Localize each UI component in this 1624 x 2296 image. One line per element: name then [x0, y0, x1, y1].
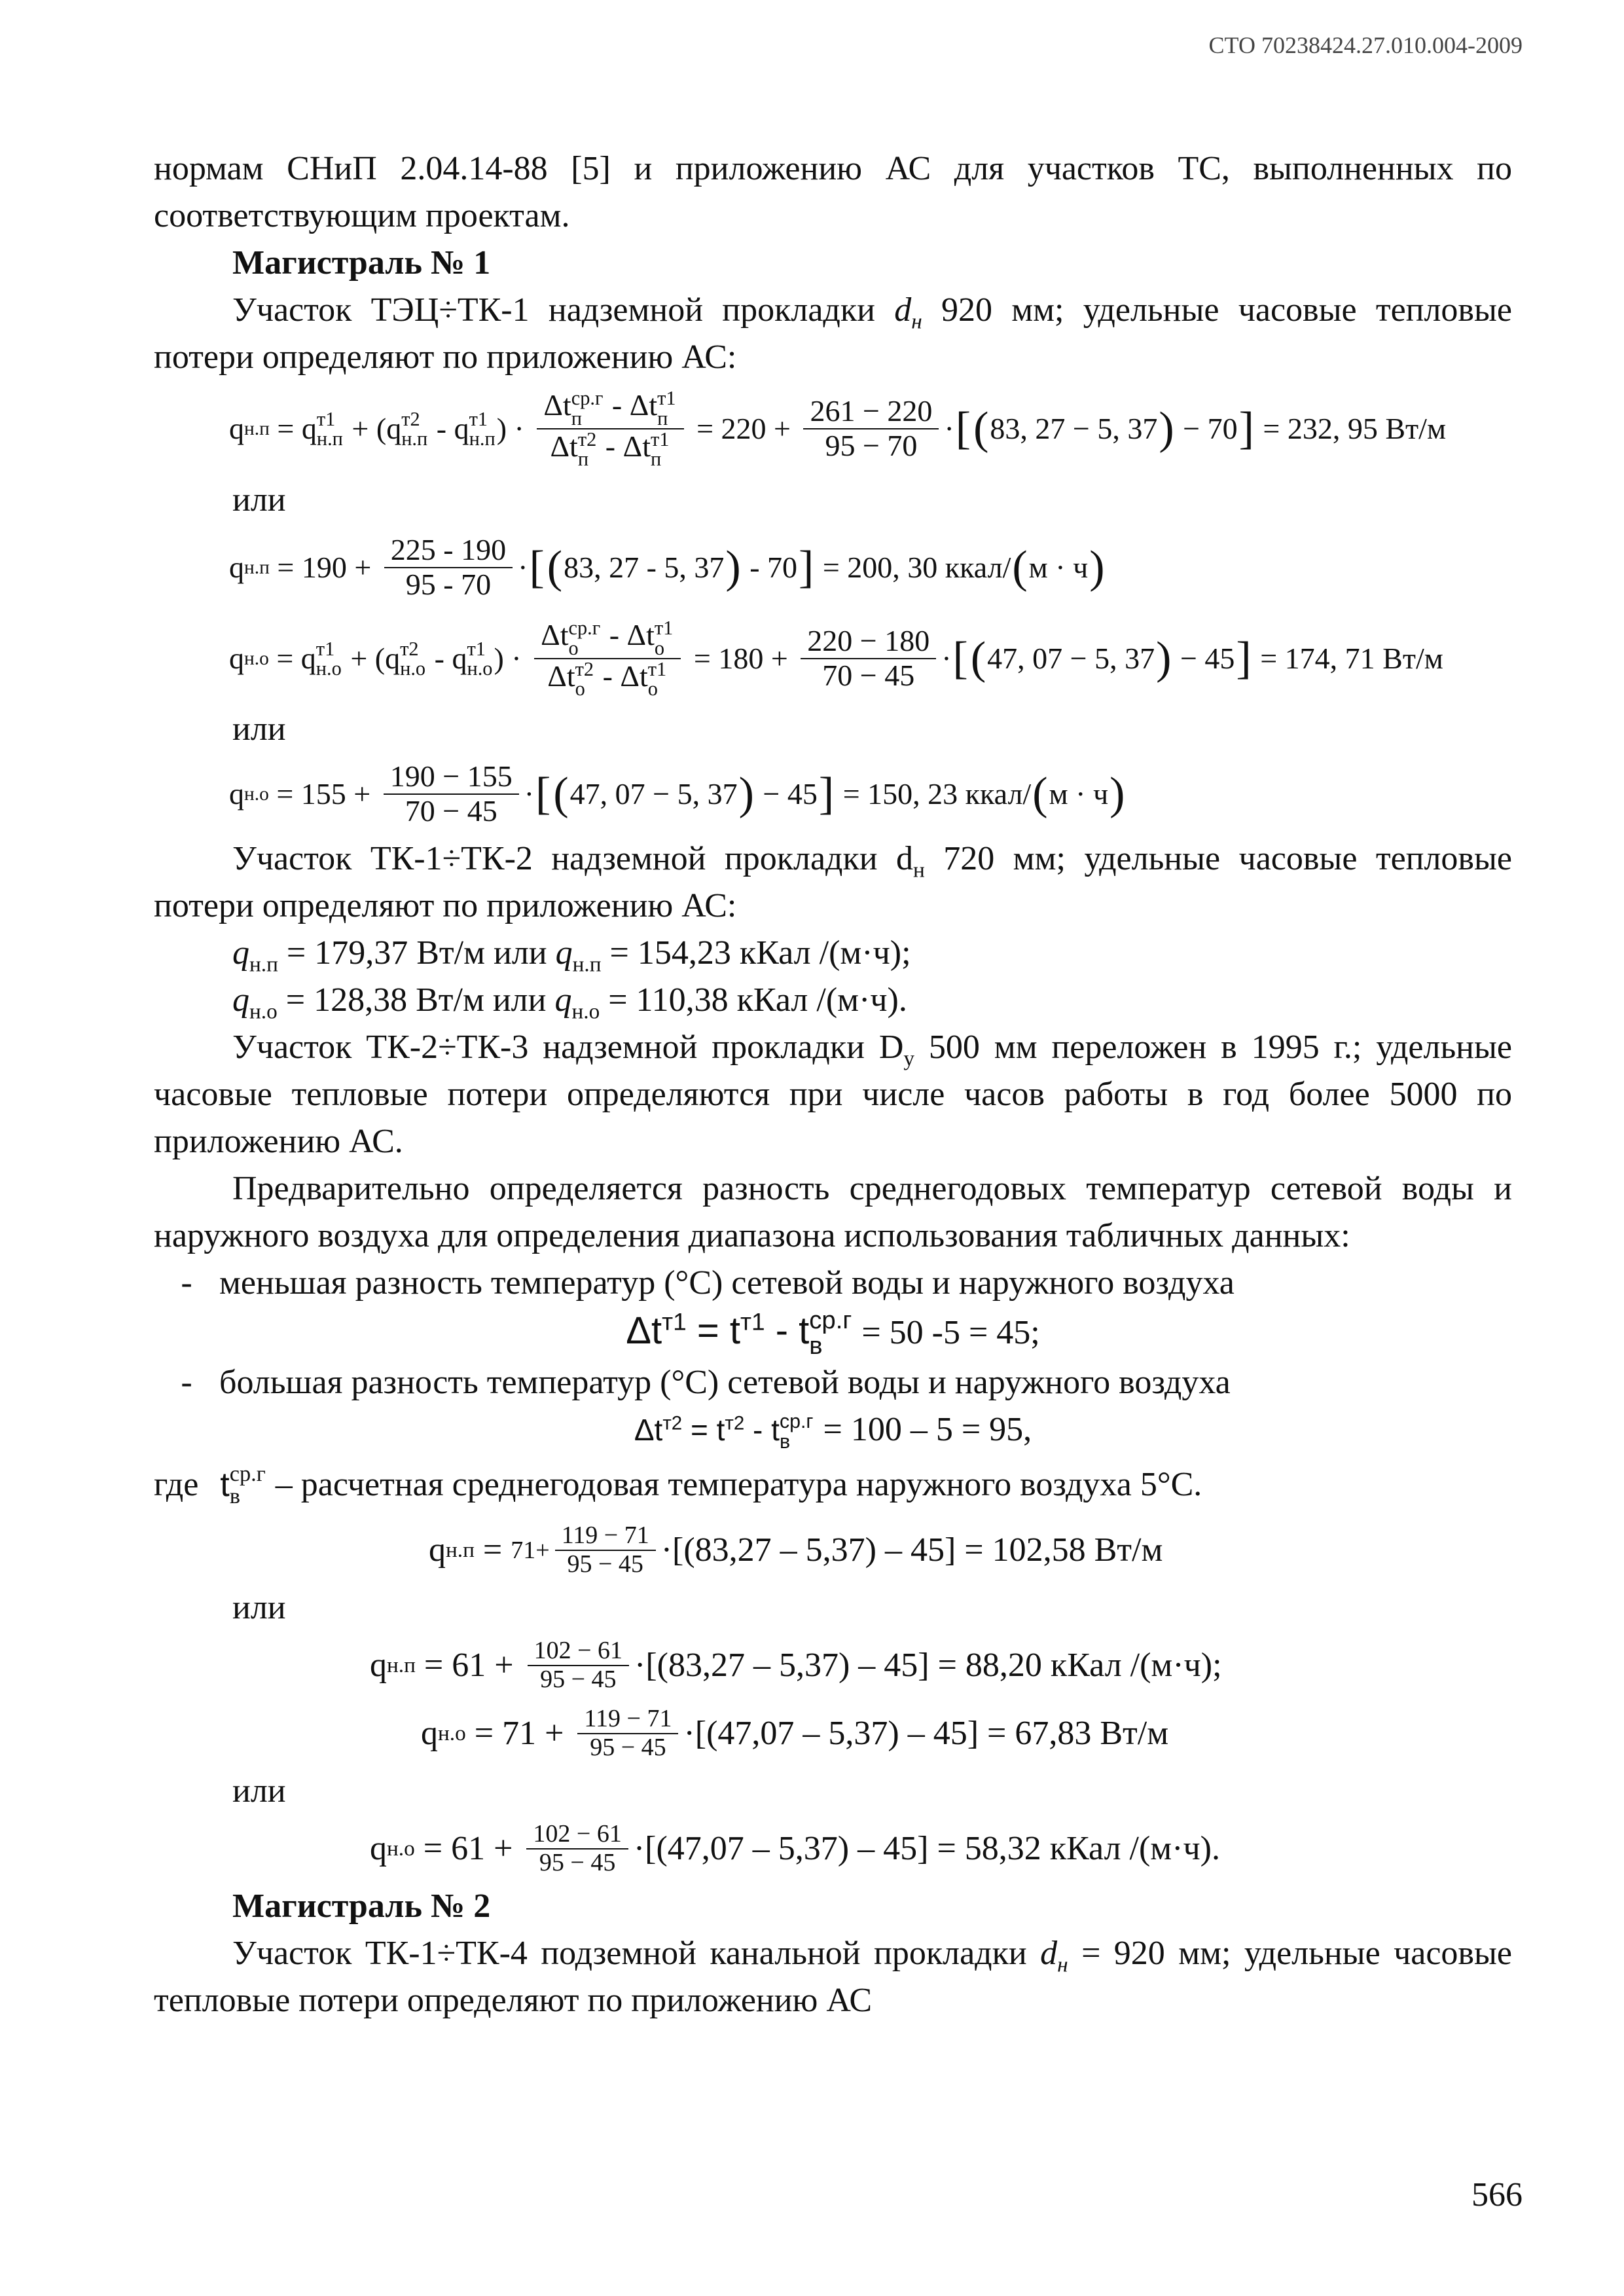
list-item: - большая разность температур (°С) сетевой воды и наружного воздуха [181, 1364, 1231, 1401]
formula-qnp-kcal: q н.п = 190 + $\frac{225 - 190}{95 - 70}$ · [ ( 83, 27 - 5, 37 ) - 70 ] = 200, 30 ккал/ ( м · ч ) [229, 533, 1105, 601]
value-qnp: $q_{н.п} = 179,37$ Вт/м или $q_{н.п} = 154,23$ кКал /(м·ч); [232, 934, 911, 977]
formula-qnp-result-w: q н.п = 71+ $\frac{119 - 71}{95 - 45}$ ·[(83,27 – 5,37) – 45] = 102,58 Вт/м [429, 1522, 1163, 1578]
paragraph-segment-tec-tk1: Участок ТЭЦ÷ТК-1 надземной прокладки $d_н$ 920 мм; удельные часовые тепловые потери определяют по приложению АС: [154, 291, 1512, 376]
definition-t-avg: где t ср.г в – расчетная среднегодовая температура наружного воздуха 5°С. [154, 1461, 1202, 1508]
formula-qno-result-w: q н.о = 71 + $\frac{119 - 71}{95 - 45}$ ·[(47,07 – 5,37) – 45] = 67,83 Вт/м [421, 1705, 1169, 1761]
paragraph-segment-tk2-tk3: Участок ТК-2÷ТК-3 надземной прокладки $D_у$ 500 мм переложен в 1995 г.; удельные часовые тепловые потери определяются при числе часов работы в год более 5000 по приложению АС. [154, 1029, 1513, 1160]
word-or: или [232, 1589, 286, 1626]
list-item: - меньшая разность температур (°С) сетевой воды и наружного воздуха [181, 1264, 1235, 1302]
section-heading-main-2: Магистраль № 2 [232, 1887, 491, 1925]
word-or: или [232, 710, 286, 748]
formula-delta-t1: $\Delta t^{т1} = t^{т1} - t$ ср.г в = 50 -5 = 45; [626, 1306, 1040, 1360]
paragraph-segment-tk1-tk4: Участок ТК-1÷ТК-4 подземной канальной прокладки $d_н = 920$ мм; удельные часовые тепловые потери определяют по приложению АС [154, 1935, 1512, 2019]
formula-qno-kcal: q н.о = 155 + $\frac{190 - 155}{70 - 45}$ · [ ( 47, 07 − 5, 37 ) − 45 ] = 150, 23 ккал/ ( м · ч ) [229, 759, 1125, 828]
formula-qnp-result-kcal: q н.п = 61 + $\frac{102 - 61}{95 - 45}$ ·[(83,27 – 5,37) – 45] = 88,20 кКал /(м·ч); [370, 1637, 1222, 1693]
page-content [154, 145, 1512, 2024]
page-number: 566 [1471, 2176, 1523, 2214]
paragraph-intro: нормам СНиП 2.04.14-88 [5] и приложению АС для участков ТС, выполненных по соответствующим проектам. [154, 150, 1512, 234]
word-or: или [232, 481, 286, 519]
paragraph-preliminary: Предварительно определяется разность среднегодовых температур сетевой воды и наружного воздуха для определения диапазона использования табличных данных: [154, 1170, 1512, 1254]
section-heading-main-1: Магистраль № 1 [232, 244, 491, 282]
formula-qnp-w: q н.п = q т1 н.п + ( q т2 н.п - q т1 н.п ) · Δt ср.г п - Δt т1 п Δt т2 п - Δt т1 п = 220 + $\frac{261 - 220}{95 - 70}$ · [ ( 83, 27 − 5, 37 ) − 70 ] = 232, 95 Вт/м [229, 387, 1447, 471]
formula-delta-t2: $\Delta t^{т2} = t^{т2} - t$ ср.г в = 100 – 5 = 95, [634, 1411, 1032, 1453]
word-or: или [232, 1772, 286, 1810]
value-qno: $q_{н.о} = 128,38$ Вт/м или $q_{н.о} = 110,38$ кКал /(м·ч). [232, 981, 907, 1024]
document-code: СТО 70238424.27.010.004-2009 [1208, 32, 1523, 58]
paragraph-segment-tk1-tk2: Участок ТК-1÷ТК-2 надземной прокладки $d_н$ 720 мм; удельные часовые тепловые потери определяют по приложению АС: [154, 840, 1512, 924]
fraction-delta-t: Δt ср.г п - Δt т1 п Δt т2 п - Δt т1 п [537, 388, 683, 469]
formula-qno-w: q н.о = q т1 н.о + ( q т2 н.о - q т1 н.о ) · Δt ср.г о - Δt т1 о Δt т2 о - Δt т1 о = 180 + $\frac{220 - 180}{70 - 45}$ · [ ( 47, 07 − 5, 37 ) − 45 ] = 174, 71 Вт/м [229, 617, 1443, 701]
formula-qno-result-kcal: q н.о = 61 + $\frac{102 - 61}{95 - 45}$ ·[(47,07 – 5,37) – 45] = 58,32 кКал /(м·ч). [370, 1820, 1220, 1876]
